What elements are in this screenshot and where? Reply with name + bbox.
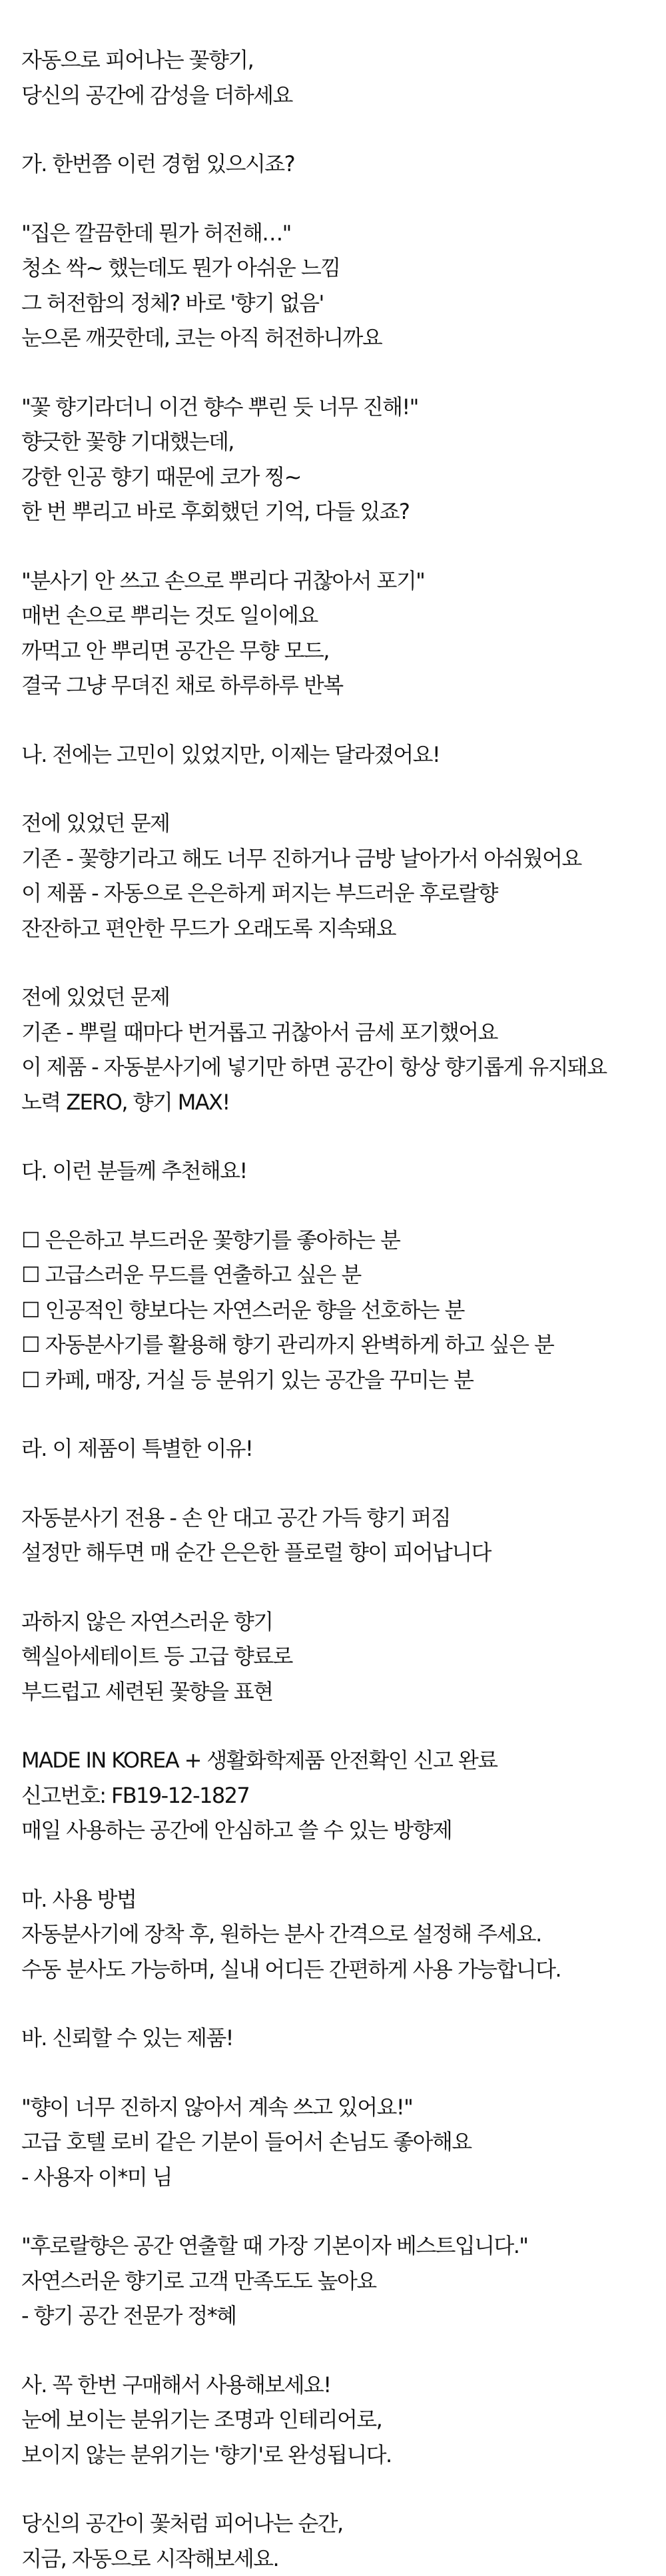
comparison-title: 전에 있었던 문제 bbox=[21, 980, 639, 1015]
closing-line: 지금, 자동으로 시작해보세요. bbox=[21, 2541, 639, 2576]
section-heading: 사. 꼭 한번 구매해서 사용해보세요! bbox=[21, 2368, 639, 2403]
story-quote: "집은 깔끔한데 뭔가 허전해…" bbox=[21, 216, 639, 251]
cta-line: 보이지 않는 분위기는 '향기'로 완성됩니다. bbox=[21, 2437, 639, 2473]
checklist-item: ☐ 자동분사기를 활용해 향기 관리까지 완벽하게 하고 싶은 분 bbox=[21, 1327, 639, 1363]
checklist-item: ☐ 카페, 매장, 거실 등 분위기 있는 공간을 꾸미는 분 bbox=[21, 1363, 639, 1398]
section-heading: 가. 한번쯤 이런 경험 있으시죠? bbox=[21, 147, 639, 182]
section-heading: 나. 전에는 고민이 있었지만, 이제는 달라졌어요! bbox=[21, 737, 639, 773]
feature-line: MADE IN KOREA + 생활화학제품 안전확인 신고 완료 bbox=[21, 1743, 639, 1778]
story-quote: "분사기 안 쓰고 손으로 뿌리다 귀찮아서 포기" bbox=[21, 563, 639, 599]
intro-line: 자동으로 피어나는 꽃향기, bbox=[21, 43, 639, 78]
story-line: 그 허전함의 정체? 바로 '향기 없음' bbox=[21, 286, 639, 321]
closing-message bbox=[21, 2506, 639, 2576]
cta-line: 눈에 보이는 분위기는 조명과 인테리어로, bbox=[21, 2402, 639, 2437]
purchase-call-to-action bbox=[21, 2368, 639, 2473]
comparison-title: 전에 있었던 문제 bbox=[21, 806, 639, 841]
comparison-scent bbox=[21, 806, 639, 946]
review-user bbox=[21, 2090, 639, 2195]
story-line: 매번 손으로 뿌리는 것도 일이에요 bbox=[21, 598, 639, 633]
intro-headline bbox=[21, 43, 639, 113]
section-heading: 바. 신뢰할 수 있는 제품! bbox=[21, 2021, 639, 2056]
comparison-before: 기존 - 뿌릴 때마다 번거롭고 귀찮아서 금세 포기했어요 bbox=[21, 1015, 639, 1050]
review-text: 고급 호텔 로비 같은 기분이 들어서 손님도 좋아해요 bbox=[21, 2124, 639, 2160]
comparison-convenience bbox=[21, 980, 639, 1120]
section-heading-recommend bbox=[21, 1153, 639, 1189]
review-expert bbox=[21, 2228, 639, 2334]
story-quote: "꽃 향기라더니 이건 향수 뿌린 듯 너무 진해!" bbox=[21, 390, 639, 425]
section-heading: 마. 사용 방법 bbox=[21, 1882, 639, 1917]
review-text: 자연스러운 향기로 고객 만족도도 높아요 bbox=[21, 2264, 639, 2299]
feature-natural-scent bbox=[21, 1604, 639, 1710]
experience-story-empty bbox=[21, 216, 639, 356]
experience-story-strong bbox=[21, 390, 639, 529]
feature-auto-diffuser bbox=[21, 1500, 639, 1570]
feature-safety-certification bbox=[21, 1743, 639, 1848]
checklist-item: ☐ 은은하고 부드러운 꽃향기를 좋아하는 분 bbox=[21, 1223, 639, 1258]
story-line: 까먹고 안 뿌리면 공간은 무향 모드, bbox=[21, 633, 639, 669]
comparison-note: 노력 ZERO, 향기 MAX! bbox=[21, 1085, 639, 1120]
registration-number: 신고번호: FB19-12-1827 bbox=[21, 1778, 639, 1813]
story-line: 향긋한 꽃향 기대했는데, bbox=[21, 424, 639, 460]
section-heading-experience bbox=[21, 147, 639, 182]
review-author: - 향기 공간 전문가 정*혜 bbox=[21, 2298, 639, 2334]
story-line: 결국 그냥 무뎌진 채로 하루하루 반복 bbox=[21, 668, 639, 703]
usage-line: 수동 분사도 가능하며, 실내 어디든 간편하게 사용 가능합니다. bbox=[21, 1952, 639, 1987]
section-heading-before-after bbox=[21, 737, 639, 773]
review-quote: "향이 너무 진하지 않아서 계속 쓰고 있어요!" bbox=[21, 2090, 639, 2125]
usage-line: 자동분사기에 장착 후, 원하는 분사 간격으로 설정해 주세요. bbox=[21, 1917, 639, 1952]
review-author: - 사용자 이*미 님 bbox=[21, 2160, 639, 2195]
intro-line: 당신의 공간에 감성을 더하세요 bbox=[21, 78, 639, 113]
checklist-item: ☐ 인공적인 향보다는 자연스러운 향을 선호하는 분 bbox=[21, 1293, 639, 1328]
story-line: 강한 인공 향기 때문에 코가 찡~ bbox=[21, 460, 639, 495]
section-heading: 다. 이런 분들께 추천해요! bbox=[21, 1153, 639, 1189]
checklist-item: ☐ 고급스러운 무드를 연출하고 싶은 분 bbox=[21, 1257, 639, 1293]
section-heading: 라. 이 제품이 특별한 이유! bbox=[21, 1431, 639, 1466]
feature-line: 매일 사용하는 공간에 안심하고 쓸 수 있는 방향제 bbox=[21, 1813, 639, 1848]
comparison-after: 이 제품 - 자동으로 은은하게 퍼지는 부드러운 후로랄향 bbox=[21, 876, 639, 911]
story-line: 한 번 뿌리고 바로 후회했던 기억, 다들 있죠? bbox=[21, 494, 639, 529]
feature-line: 자동분사기 전용 - 손 안 대고 공간 가득 향기 퍼짐 bbox=[21, 1500, 639, 1536]
comparison-after: 이 제품 - 자동분사기에 넣기만 하면 공간이 항상 향기롭게 유지돼요 bbox=[21, 1050, 639, 1085]
story-line: 청소 싹~ 했는데도 뭔가 아쉬운 느낌 bbox=[21, 250, 639, 286]
recommend-checklist bbox=[21, 1223, 639, 1398]
section-heading-trust bbox=[21, 2021, 639, 2056]
feature-line: 부드럽고 세련된 꽃향을 표현 bbox=[21, 1674, 639, 1710]
section-heading-special bbox=[21, 1431, 639, 1466]
closing-line: 당신의 공간이 꽃처럼 피어나는 순간, bbox=[21, 2506, 639, 2541]
experience-story-manual bbox=[21, 563, 639, 703]
feature-line: 설정만 해두면 매 순간 은은한 플로럴 향이 피어납니다 bbox=[21, 1535, 639, 1570]
comparison-note: 잔잔하고 편안한 무드가 오래도록 지속돼요 bbox=[21, 911, 639, 946]
feature-line: 헥실아세테이트 등 고급 향료로 bbox=[21, 1639, 639, 1674]
usage-instructions bbox=[21, 1882, 639, 1987]
review-quote: "후로랄향은 공간 연출할 때 가장 기본이자 베스트입니다." bbox=[21, 2228, 639, 2264]
comparison-before: 기존 - 꽃향기라고 해도 너무 진하거나 금방 날아가서 아쉬웠어요 bbox=[21, 841, 639, 876]
feature-line: 과하지 않은 자연스러운 향기 bbox=[21, 1604, 639, 1640]
story-line: 눈으론 깨끗한데, 코는 아직 허전하니까요 bbox=[21, 320, 639, 356]
